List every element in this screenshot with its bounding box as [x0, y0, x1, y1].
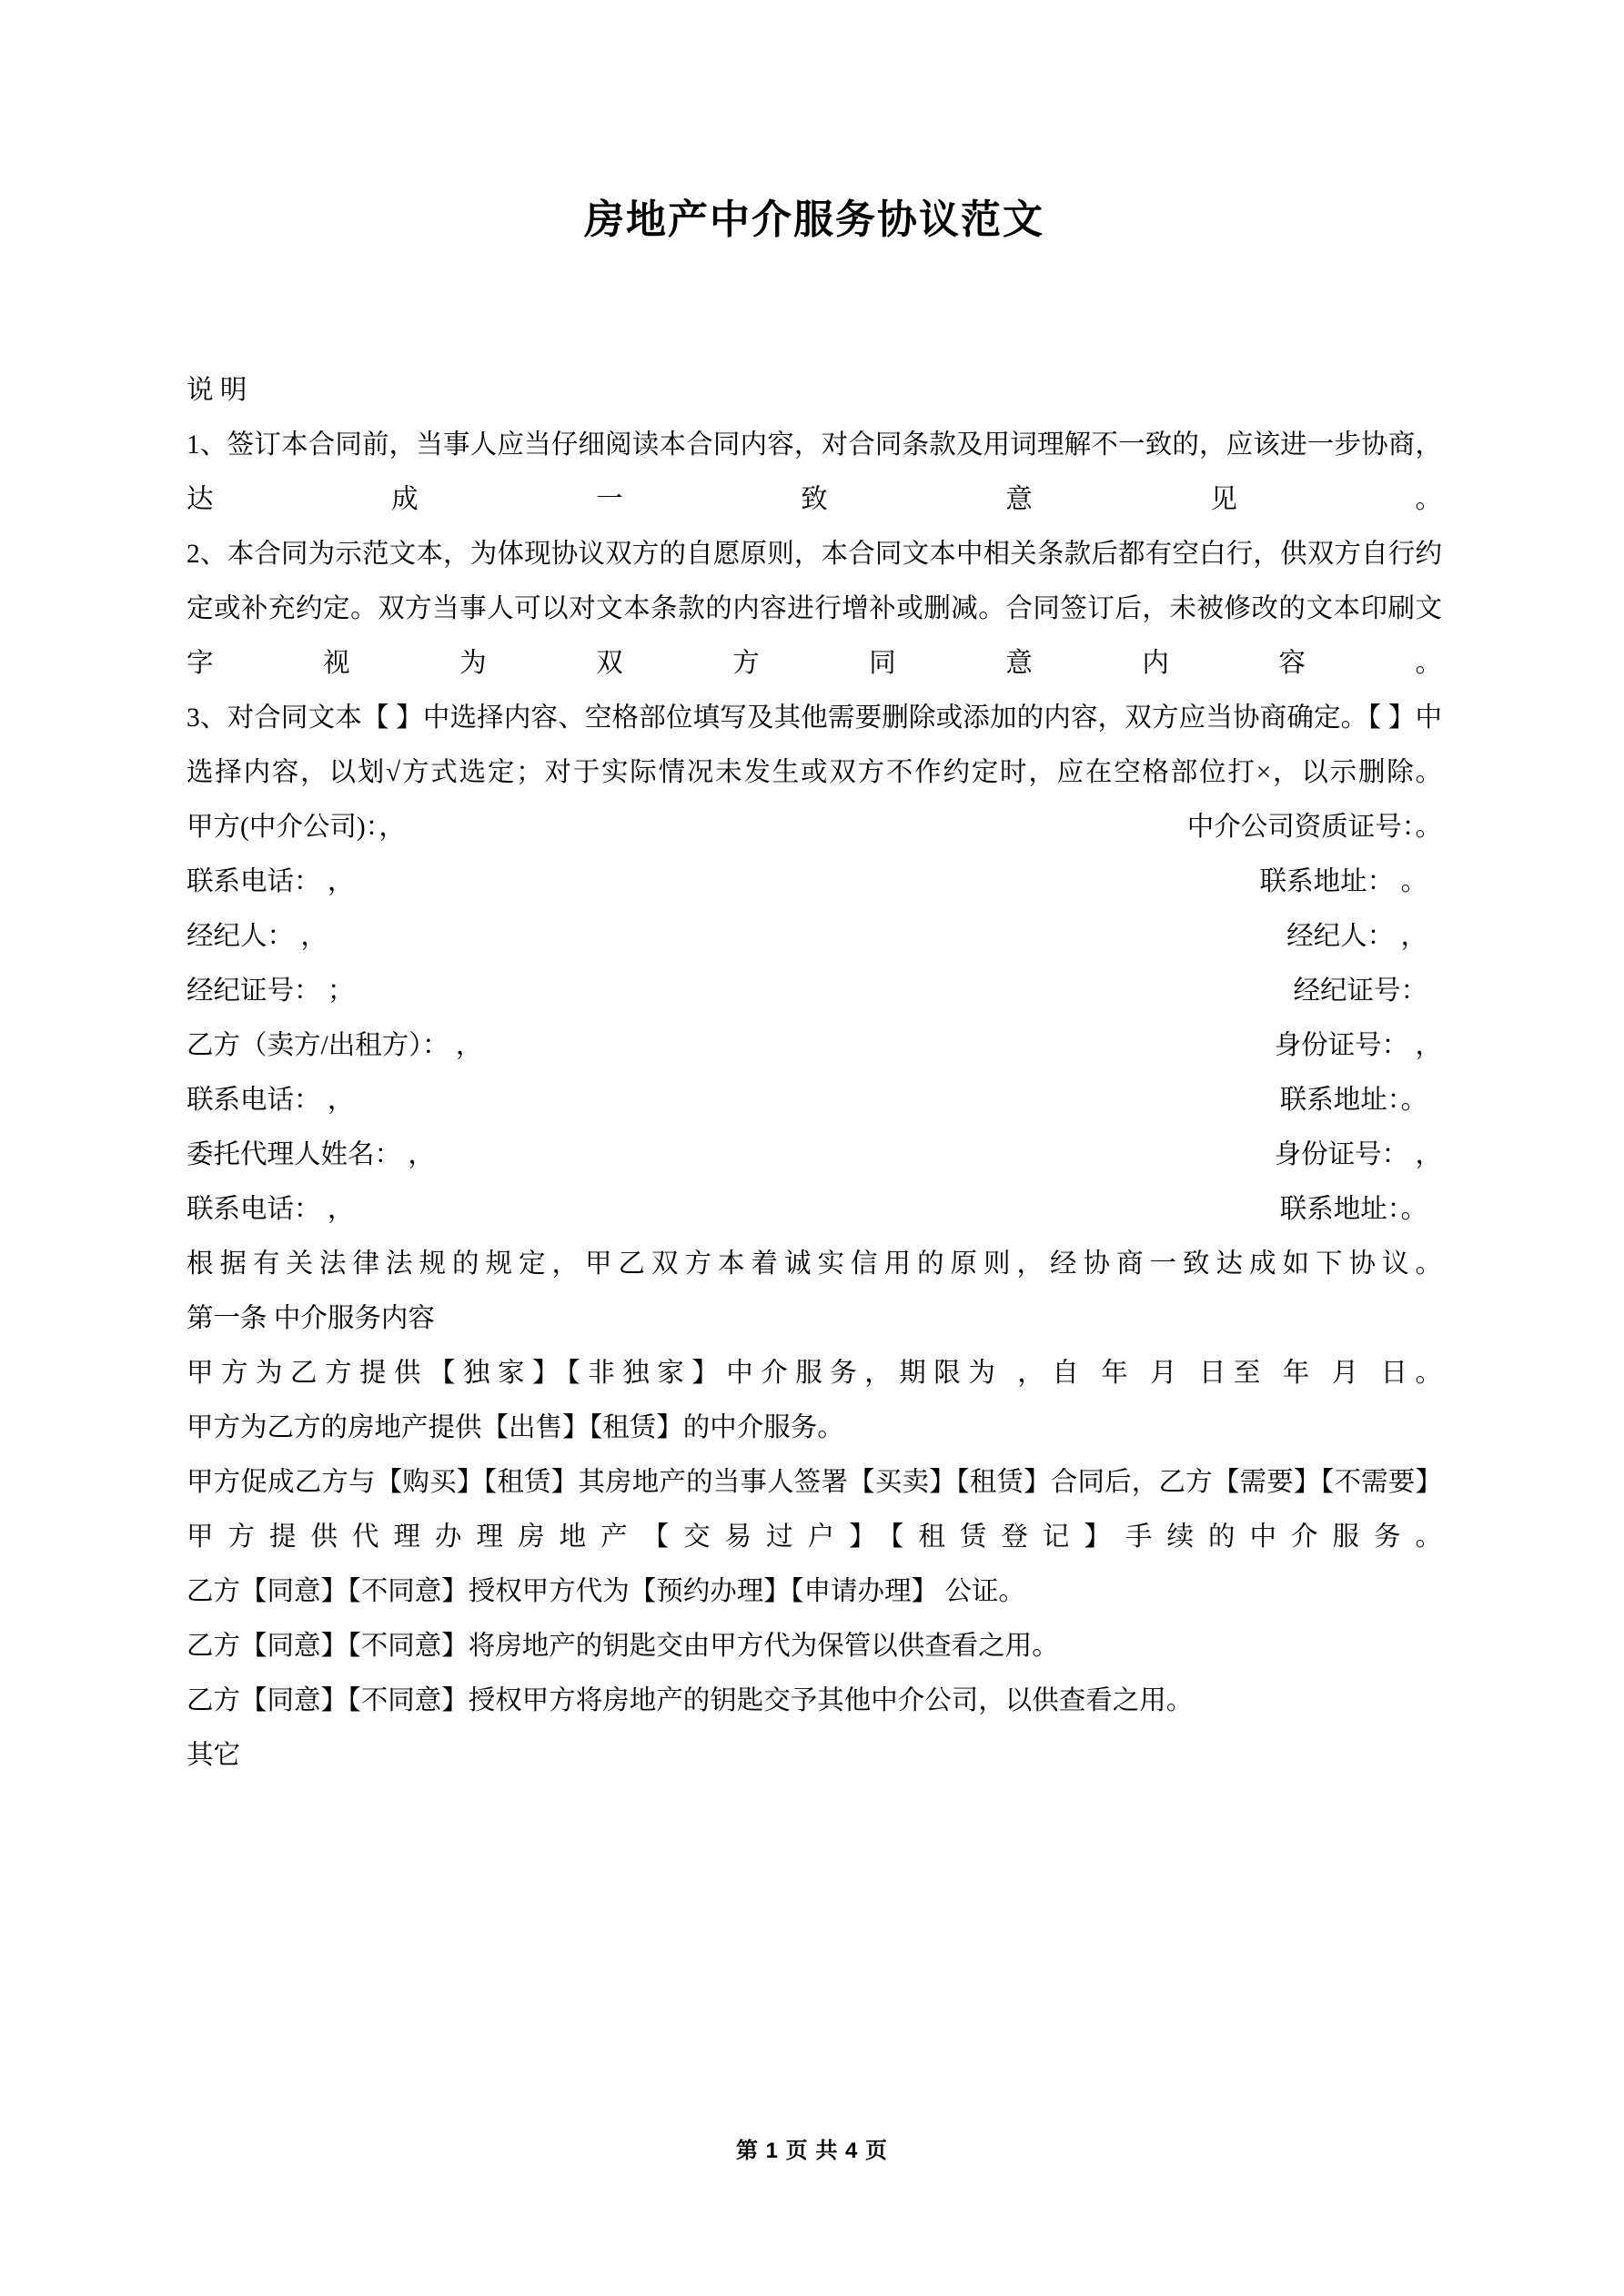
article-1-item-7: 其它 — [187, 1741, 241, 1770]
party-field-right: 联系地址：。 — [1279, 1195, 1427, 1224]
note-item-2: 2、本合同为示范文本，为体现协议双方的自愿原则，本合同文本中相关条款后都有空白行，供双方自行约定或补充约定。双方当事人可以对文本条款的内容进行增补或删减。合同签订后，未被修改的文本印刷文字视为双方同意内容。 — [187, 540, 1442, 678]
party-field-row — [187, 800, 1442, 855]
party-field-right: 身份证号： ， — [1274, 1140, 1442, 1169]
party-field-row — [187, 1182, 1442, 1237]
party-field-left: 乙方（卖方/出租方）： ， — [187, 1031, 483, 1060]
party-field-row — [187, 855, 1442, 909]
preamble: 根据有关法律法规的规定，甲乙双方本着诚实信用的原则，经协商一致达成如下协议。 — [187, 1249, 1442, 1279]
party-field-left: 委托代理人姓名： ， — [187, 1140, 435, 1169]
note-item-3: 3、对合同文本【 】中选择内容、空格部位填写及其他需要删除或添加的内容，双方应当协商确定。【 】中选择内容，以划√方式选定；对于实际情况未发生或双方不作约定时，应在空格部位打×，以示删除。 — [187, 703, 1442, 787]
party-field-left: 联系电话： ， — [187, 1086, 355, 1115]
party-field-left: 甲方(中介公司)：， — [187, 813, 406, 842]
party-field-left: 经纪人： ， — [187, 922, 328, 951]
party-field-left: 联系电话： ， — [187, 867, 355, 896]
document-body — [187, 363, 1442, 1783]
notes-heading: 说 明 — [187, 376, 247, 405]
party-field-left: 联系电话： ， — [187, 1195, 355, 1224]
article-1-heading: 第一条 中介服务内容 — [187, 1304, 435, 1333]
article-1-item-1: 甲方为乙方提供【独家】【非独家】中介服务，期限为 ，自 年 月 日至 年 月 日。 — [187, 1359, 1442, 1388]
article-1-item-3: 甲方促成乙方与【购买】【租赁】其房地产的当事人签署【买卖】【租赁】合同后，乙方【需要】【不需要】甲方提供代理办理房地产【交易过户】【租赁登记】手续的中介服务。 — [187, 1468, 1442, 1552]
party-field-row — [187, 1128, 1442, 1182]
party-field-right: 联系地址： 。 — [1259, 867, 1427, 896]
party-field-right: 联系地址：。 — [1279, 1086, 1427, 1115]
party-field-left: 经纪证号： ； — [187, 976, 355, 1006]
article-1-item-5: 乙方【同意】【不同意】将房地产的钥匙交由甲方代为保管以供查看之用。 — [187, 1632, 1059, 1661]
document-content — [187, 0, 1442, 1783]
party-field-right: 中介公司资质证号：。 — [1186, 813, 1442, 842]
article-1-item-6: 乙方【同意】【不同意】授权甲方将房地产的钥匙交予其他中介公司，以供查看之用。 — [187, 1686, 1194, 1715]
article-1-item-4: 乙方【同意】【不同意】授权甲方代为【预约办理】【申请办理】 公证。 — [187, 1577, 1025, 1606]
party-field-row — [187, 909, 1442, 964]
page-footer: 第 1 页 共 4 页 — [735, 2139, 889, 2163]
party-field-right: 经纪证号： — [1293, 976, 1427, 1006]
note-item-1: 1、签订本合同前，当事人应当仔细阅读本合同内容，对合同条款及用词理解不一致的，应该进一步协商，达成一致意见。 — [187, 430, 1442, 514]
party-field-row — [187, 1018, 1442, 1073]
party-field-row — [187, 1073, 1442, 1128]
page-title: 房地产中介服务协议范文 — [584, 197, 1044, 242]
article-1-item-2: 甲方为乙方的房地产提供【出售】【租赁】的中介服务。 — [187, 1413, 844, 1442]
party-field-right: 经纪人： ， — [1286, 922, 1427, 951]
party-field-right: 身份证号： ， — [1274, 1031, 1442, 1060]
party-field-row — [187, 964, 1442, 1018]
